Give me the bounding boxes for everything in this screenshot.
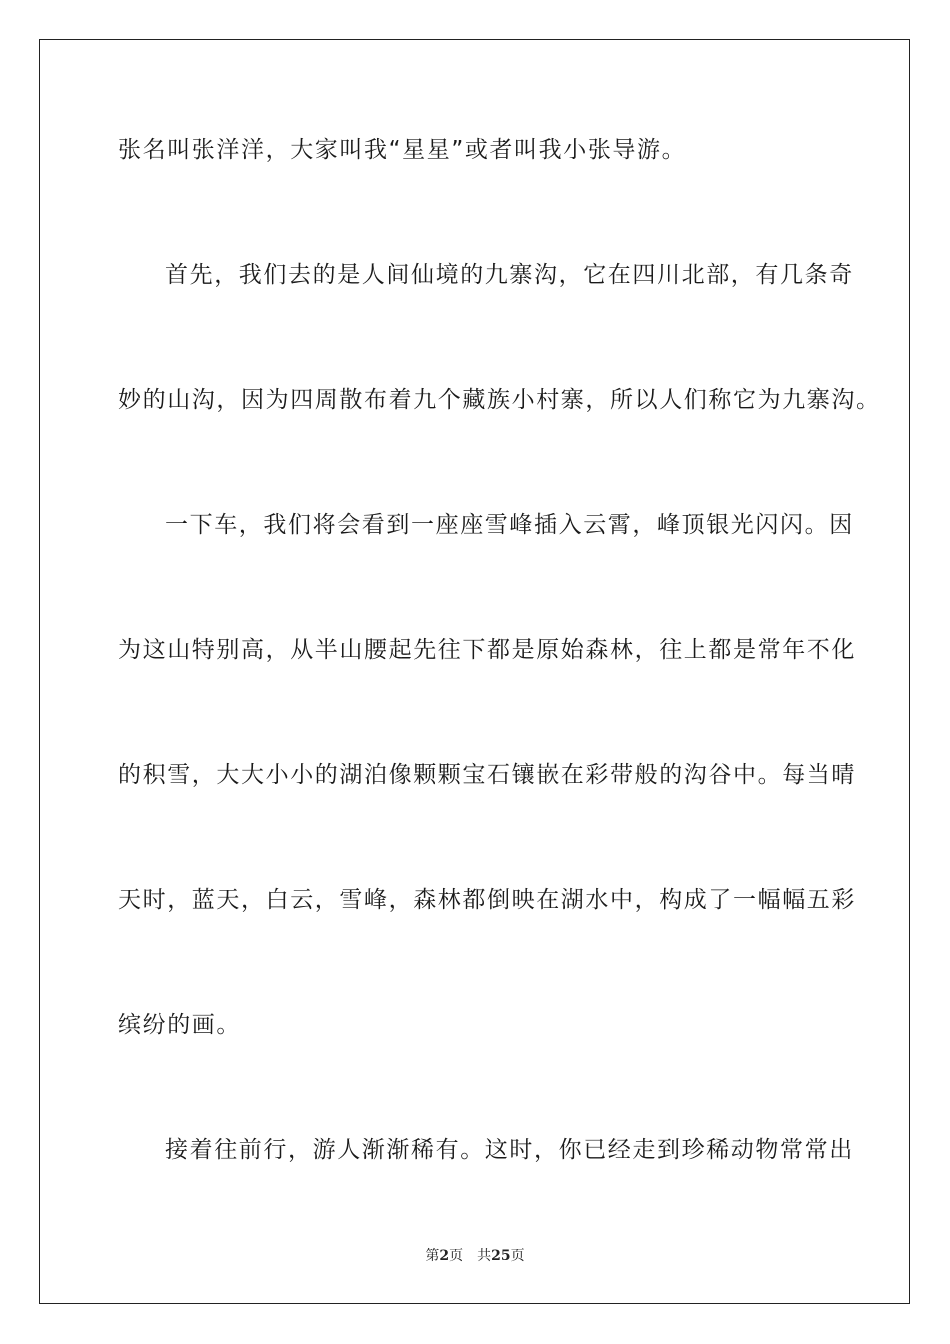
body-text-line: 的积雪，大大小小的湖泊像颗颗宝石镶嵌在彩带般的沟谷中。每当晴 (118, 762, 856, 788)
body-text-line: 接着往前行，游人渐渐稀有。这时，你已经走到珍稀动物常常出 (165, 1137, 854, 1163)
body-text-line: 缤纷的画。 (118, 1012, 241, 1038)
total-prefix: 共 (477, 1248, 492, 1264)
body-text-line: 天时，蓝天，白云，雪峰，森林都倒映在湖水中，构成了一幅幅五彩 (118, 887, 856, 913)
body-text-line: 首先，我们去的是人间仙境的九寨沟，它在四川北部，有几条奇 (165, 262, 854, 288)
total-suffix: 页 (510, 1248, 525, 1264)
body-text-line: 为这山特别高，从半山腰起先往下都是原始森林，往上都是常年不化 (118, 637, 856, 663)
page-suffix: 页 (449, 1248, 464, 1264)
page-number: 2 (439, 1248, 450, 1264)
body-text-line: 一下车，我们将会看到一座座雪峰插入云霄，峰顶银光闪闪。因 (165, 512, 854, 538)
body-text-line: 张名叫张洋洋，大家叫我“星星”或者叫我小张导游。 (118, 137, 687, 163)
page-prefix: 第 (425, 1248, 440, 1264)
total-pages: 25 (491, 1248, 511, 1264)
body-text-line: 妙的山沟，因为四周散布着九个藏族小村寨，所以人们称它为九寨沟。 (118, 387, 881, 413)
page-footer (0, 1246, 950, 1266)
page-border (39, 39, 910, 1304)
